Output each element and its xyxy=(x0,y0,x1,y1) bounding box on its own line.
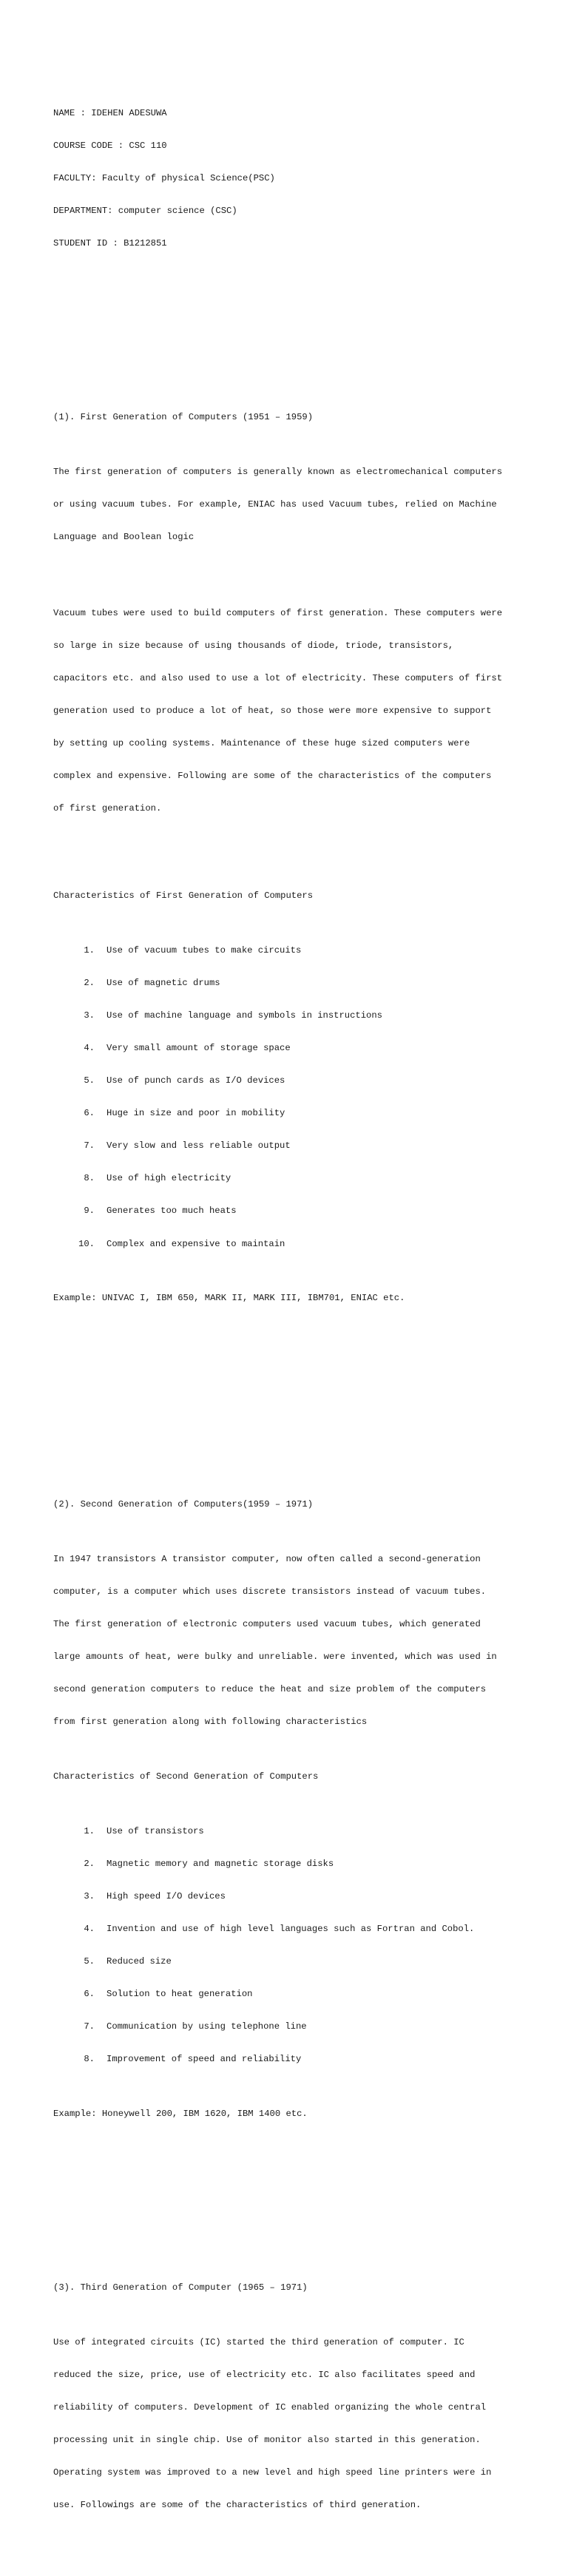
characteristics-list xyxy=(53,923,541,1271)
list-item xyxy=(53,1239,541,1250)
paragraph-line: capacitors etc. and also used to use a lot of electricity. These computers of first xyxy=(53,673,503,684)
paragraph-line: complex and expensive. Following are some of the characteristics of the computers xyxy=(53,771,492,782)
paragraph-line: use. Followings are some of the characteristics of third generation. xyxy=(53,2500,422,2511)
list-number: 1. xyxy=(84,944,95,956)
paragraph-line: so large in size because of using thousands of diode, triode, transistors, xyxy=(53,640,454,651)
list-item xyxy=(53,1956,541,1967)
list-number: 7. xyxy=(84,2021,95,2032)
example-line: Example: UNIVAC I, IBM 650, MARK II, MARK III, IBM701, ENIAC etc. xyxy=(53,1293,405,1304)
course-code: COURSE CODE : CSC 110 xyxy=(53,140,167,151)
paragraph-line: by setting up cooling systems. Maintenance of these huge sized computers were xyxy=(53,738,470,749)
list-number: 8. xyxy=(84,1173,95,1184)
paragraph-line: Use of integrated circuits (IC) started the third generation of computer. IC xyxy=(53,2336,464,2347)
list-text: Communication by using telephone line xyxy=(106,2021,307,2032)
paragraph xyxy=(53,1532,541,1750)
section-third-generation xyxy=(53,2261,541,2555)
list-text: Use of high electricity xyxy=(106,1173,231,1184)
list-text: Very slow and less reliable output xyxy=(106,1140,291,1152)
paragraph-line: generation used to produce a lot of heat, so those were more expensive to support xyxy=(53,706,492,717)
list-item xyxy=(53,1108,541,1119)
list-number: 9. xyxy=(84,1206,95,1217)
list-number: 2. xyxy=(84,977,95,988)
list-text: Use of vacuum tubes to make circuits xyxy=(106,944,302,956)
example-line: Example: Honeywell 200, IBM 1620, IBM 1400 etc. xyxy=(53,2108,308,2119)
list-text: Improvement of speed and reliability xyxy=(106,2054,302,2065)
list-item xyxy=(53,1826,541,1837)
list-text: Magnetic memory and magnetic storage disks xyxy=(106,1858,334,1869)
list-text: Generates too much heats xyxy=(106,1206,237,1217)
paragraph-line: of first generation. xyxy=(53,803,162,814)
paragraph-line: from first generation along with following characteristics xyxy=(53,1717,368,1728)
list-text: Use of transistors xyxy=(106,1825,204,1836)
characteristics-heading: Characteristics of First Generation of Computers xyxy=(53,890,314,902)
list-item xyxy=(53,1989,541,2000)
paragraph xyxy=(53,444,541,564)
paragraph-line: reduced the size, price, use of electricity etc. IC also facilitates speed and xyxy=(53,2369,476,2380)
student-id: STUDENT ID : B1212851 xyxy=(53,237,167,249)
faculty: FACULTY: Faculty of physical Science(PSC) xyxy=(53,172,275,183)
list-item xyxy=(53,1043,541,1054)
list-item xyxy=(53,1010,541,1021)
list-number: 4. xyxy=(84,1042,95,1053)
paragraph-line: The first generation of electronic computers used vacuum tubes, which generated xyxy=(53,1619,481,1630)
paragraph-line: or using vacuum tubes. For example, ENIAC has used Vacuum tubes, relied on Machine xyxy=(53,498,497,510)
paragraph xyxy=(53,586,541,836)
list-text: Use of punch cards as I/O devices xyxy=(106,1075,285,1086)
list-text: Solution to heat generation xyxy=(106,1989,253,2000)
list-item xyxy=(53,978,541,989)
section-heading: (1). First Generation of Computers (1951 – 1959) xyxy=(53,412,314,423)
list-number: 2. xyxy=(84,1858,95,1869)
paragraph-line: In 1947 transistors A transistor computer, now often called a second-generation xyxy=(53,1553,481,1564)
list-item xyxy=(53,2021,541,2032)
characteristics-heading: Characteristics of Second Generation of Computers xyxy=(53,1771,319,1782)
paragraph-line: second generation computers to reduce the heat and size problem of the computers xyxy=(53,1684,487,1695)
paragraph-line: large amounts of heat, were bulky and unreliable. were invented, which was used in xyxy=(53,1652,497,1663)
list-number: 4. xyxy=(84,1923,95,1934)
list-item xyxy=(53,1140,541,1152)
list-number: 6. xyxy=(84,1989,95,2000)
list-number: 7. xyxy=(84,1140,95,1152)
list-number: 10. xyxy=(78,1238,95,1249)
section-heading: (3). Third Generation of Computer (1965 – 1971) xyxy=(53,2282,308,2293)
list-text: Very small amount of storage space xyxy=(106,1042,291,1053)
list-text: High speed I/O devices xyxy=(106,1890,226,1901)
list-item xyxy=(53,1173,541,1184)
list-text: Use of magnetic drums xyxy=(106,977,220,988)
list-item xyxy=(53,1075,541,1086)
paragraph-line: Operating system was improved to a new level and high speed line printers were in xyxy=(53,2467,492,2478)
list-text: Invention and use of high level languages such as Fortran and Cobol. xyxy=(106,1923,475,1934)
paragraph-line: The first generation of computers is generally known as electromechanical computers xyxy=(53,466,503,477)
section-first-generation xyxy=(53,391,541,1325)
list-text: Huge in size and poor in mobility xyxy=(106,1108,285,1119)
list-number: 5. xyxy=(84,1955,95,1967)
list-number: 1. xyxy=(84,1825,95,1836)
list-number: 3. xyxy=(84,1010,95,1021)
paragraph-line: reliability of computers. Development of IC enabled organizing the whole central xyxy=(53,2401,487,2413)
paragraph-line: Vacuum tubes were used to build computers of first generation. These computers were xyxy=(53,607,503,618)
list-item xyxy=(53,1859,541,1870)
department: DEPARTMENT: computer science (CSC) xyxy=(53,205,237,216)
list-item xyxy=(53,1891,541,1902)
list-item xyxy=(53,2054,541,2065)
header-block xyxy=(53,86,541,271)
paragraph xyxy=(53,2315,541,2532)
list-text: Use of machine language and symbols in instructions xyxy=(106,1010,382,1021)
list-number: 8. xyxy=(84,2054,95,2065)
list-item xyxy=(53,945,541,956)
list-number: 5. xyxy=(84,1075,95,1086)
section-second-generation xyxy=(53,1478,541,2141)
paragraph-line: computer, is a computer which uses discrete transistors instead of vacuum tubes. xyxy=(53,1586,487,1598)
characteristics-list xyxy=(53,1804,541,2086)
list-text: Complex and expensive to maintain xyxy=(106,1238,285,1249)
list-number: 6. xyxy=(84,1108,95,1119)
section-heading: (2). Second Generation of Computers(1959 – 1971) xyxy=(53,1499,314,1510)
list-text: Reduced size xyxy=(106,1955,172,1967)
paragraph-line: processing unit in single chip. Use of monitor also started in this generation. xyxy=(53,2434,481,2445)
list-item xyxy=(53,1206,541,1217)
document-page xyxy=(53,53,541,2576)
paragraph-line: Language and Boolean logic xyxy=(53,531,195,542)
list-number: 3. xyxy=(84,1890,95,1901)
list-item xyxy=(53,1924,541,1935)
student-name: NAME : IDEHEN ADESUWA xyxy=(53,107,167,118)
